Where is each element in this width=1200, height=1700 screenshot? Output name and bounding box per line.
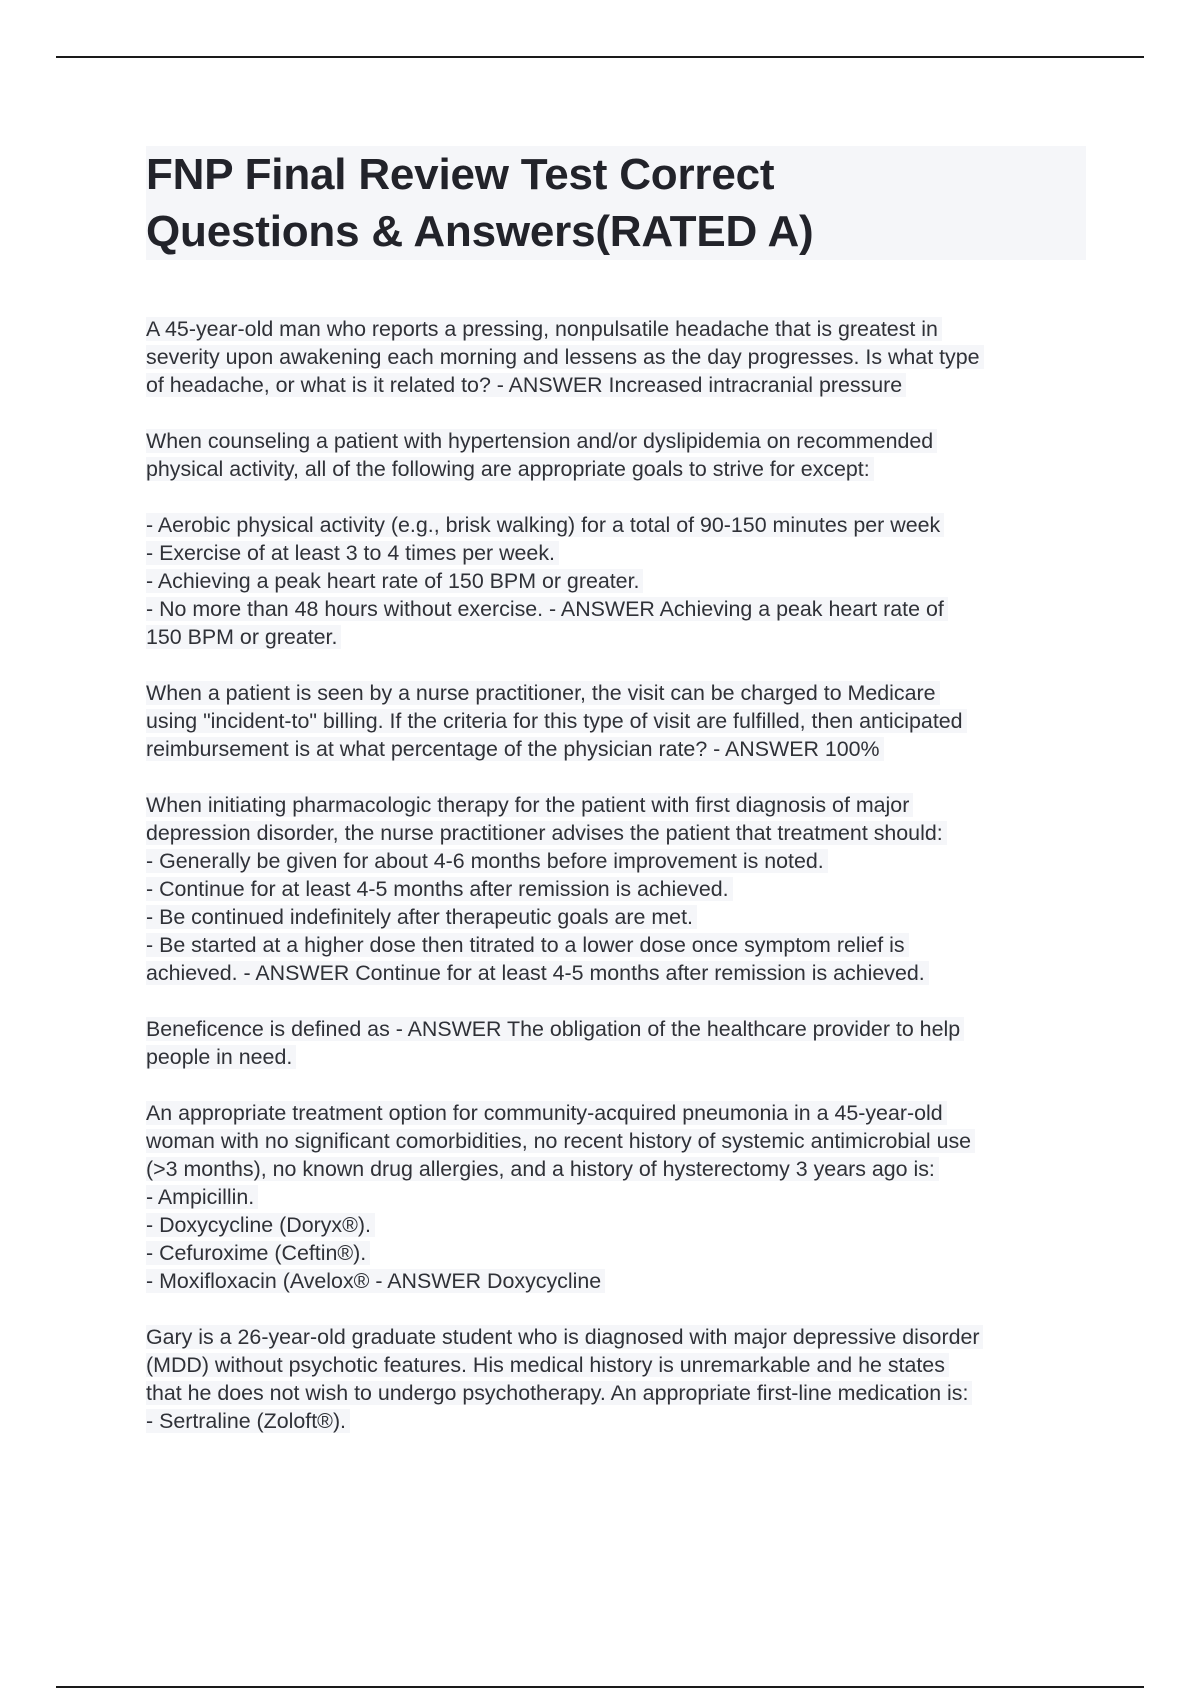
text-line: - Ampicillin. (146, 1183, 1086, 1211)
text-line: - Doxycycline (Doryx®). (146, 1211, 1086, 1239)
document-body (146, 146, 1086, 1463)
qa-block (146, 511, 1086, 651)
text-line: When counseling a patient with hypertension and/or dyslipidemia on recommended (146, 427, 1086, 455)
footer-rule (56, 1686, 1144, 1688)
text-line: depression disorder, the nurse practitioner advises the patient that treatment should: (146, 819, 1086, 847)
text-line: reimbursement is at what percentage of the physician rate? - ANSWER 100% (146, 735, 1086, 763)
text-line: - Be continued indefinitely after therapeutic goals are met. (146, 903, 1086, 931)
qa-block (146, 315, 1086, 399)
title-line: FNP Final Review Test Correct (146, 150, 775, 199)
header-rule (56, 56, 1144, 58)
qa-block (146, 1323, 1086, 1435)
text-line: - Achieving a peak heart rate of 150 BPM or greater. (146, 567, 1086, 595)
text-line: - Generally be given for about 4-6 months before improvement is noted. (146, 847, 1086, 875)
text-line: of headache, or what is it related to? - ANSWER Increased intracranial pressure (146, 371, 1086, 399)
text-line: (MDD) without psychotic features. His medical history is unremarkable and he states (146, 1351, 1086, 1379)
text-line: - No more than 48 hours without exercise. - ANSWER Achieving a peak heart rate of (146, 595, 1086, 623)
text-line: When a patient is seen by a nurse practitioner, the visit can be charged to Medicare (146, 679, 1086, 707)
text-line: An appropriate treatment option for community-acquired pneumonia in a 45-year-old (146, 1099, 1086, 1127)
text-line: Beneficence is defined as - ANSWER The obligation of the healthcare provider to help (146, 1015, 1086, 1043)
text-line: physical activity, all of the following are appropriate goals to strive for except: (146, 455, 1086, 483)
qa-block (146, 1099, 1086, 1295)
text-line: severity upon awakening each morning and lessens as the day progresses. Is what type (146, 343, 1086, 371)
text-line: - Moxifloxacin (Avelox® - ANSWER Doxycycline (146, 1267, 1086, 1295)
text-line: that he does not wish to undergo psychotherapy. An appropriate first-line medication is: (146, 1379, 1086, 1407)
text-line: achieved. - ANSWER Continue for at least 4-5 months after remission is achieved. (146, 959, 1086, 987)
qa-block (146, 1015, 1086, 1071)
text-line: (>3 months), no known drug allergies, and a history of hysterectomy 3 years ago is: (146, 1155, 1086, 1183)
text-line: 150 BPM or greater. (146, 623, 1086, 651)
text-line: - Exercise of at least 3 to 4 times per week. (146, 539, 1086, 567)
text-line: - Aerobic physical activity (e.g., brisk walking) for a total of 90-150 minutes per week (146, 511, 1086, 539)
text-line: Gary is a 26-year-old graduate student who is diagnosed with major depressive disorder (146, 1323, 1086, 1351)
document-title (146, 146, 1086, 260)
text-line: - Continue for at least 4-5 months after remission is achieved. (146, 875, 1086, 903)
text-line: woman with no significant comorbidities, no recent history of systemic antimicrobial use (146, 1127, 1086, 1155)
text-line: When initiating pharmacologic therapy for the patient with first diagnosis of major (146, 791, 1086, 819)
text-line: people in need. (146, 1043, 1086, 1071)
text-line: - Be started at a higher dose then titrated to a lower dose once symptom relief is (146, 931, 1086, 959)
qa-list (146, 315, 1086, 1435)
text-line: - Sertraline (Zoloft®). (146, 1407, 1086, 1435)
qa-block (146, 427, 1086, 483)
qa-block (146, 679, 1086, 763)
text-line: - Cefuroxime (Ceftin®). (146, 1239, 1086, 1267)
title-line: Questions & Answers(RATED A) (146, 207, 814, 256)
text-line: using "incident-to" billing. If the criteria for this type of visit are fulfilled, then anticipated (146, 707, 1086, 735)
text-line: A 45-year-old man who reports a pressing, nonpulsatile headache that is greatest in (146, 315, 1086, 343)
qa-block (146, 791, 1086, 987)
